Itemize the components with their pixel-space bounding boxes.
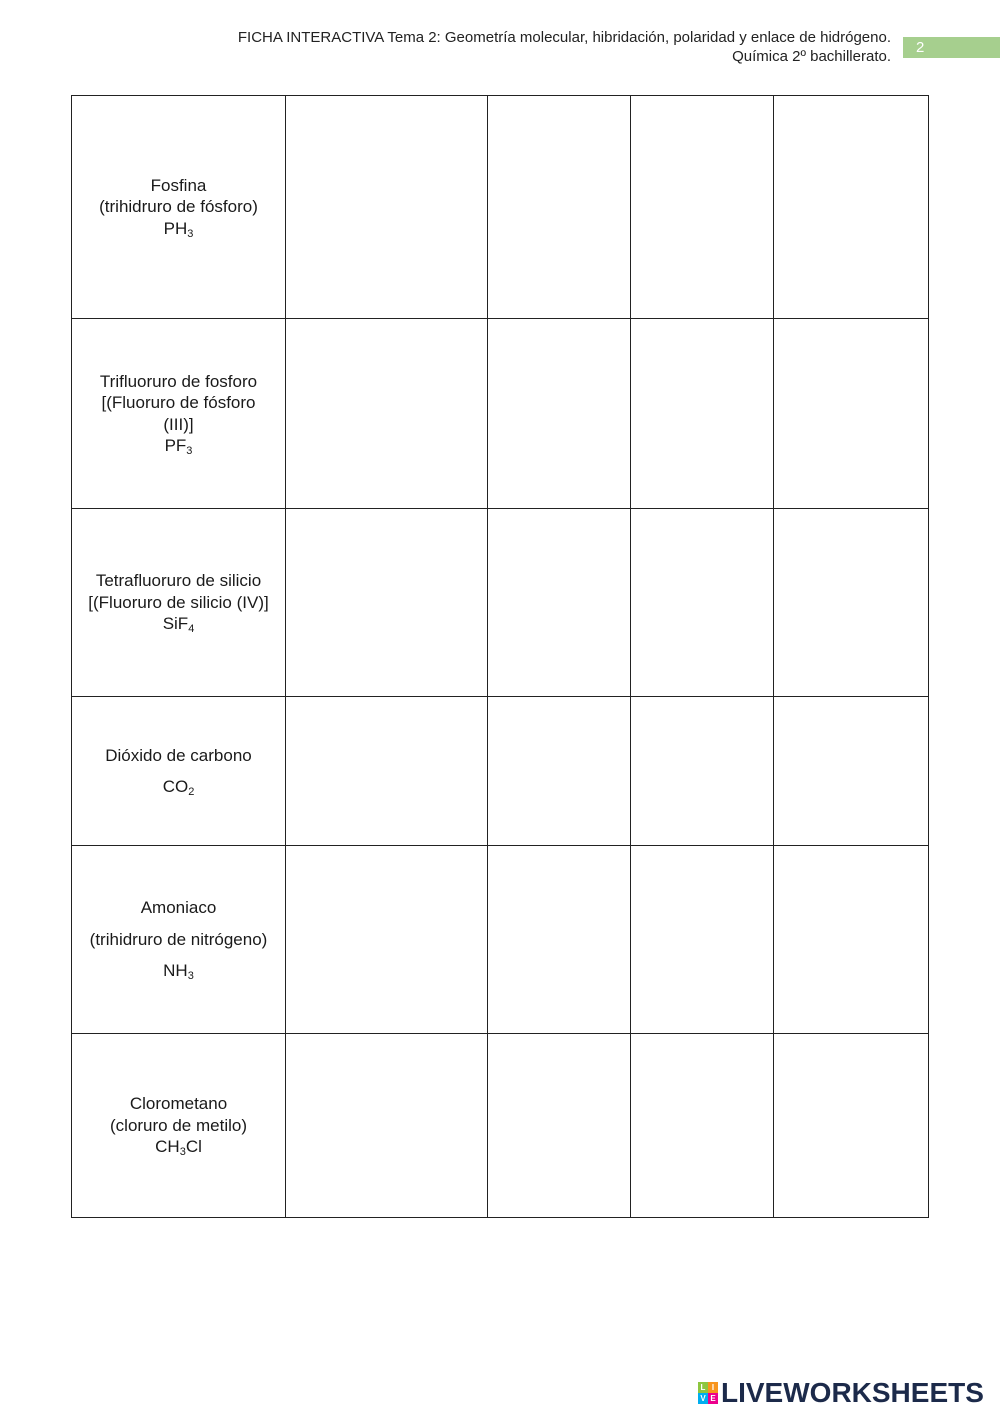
molecule-table [71, 95, 929, 1218]
molecule-formula: $CO_2$ [162, 777, 195, 798]
answer-cell[interactable] [774, 319, 929, 509]
molecule-systematic-name: (trihidruro de nitrógeno) [89, 929, 268, 949]
answer-cell[interactable] [488, 319, 631, 509]
answer-cell[interactable] [286, 319, 488, 509]
molecule-systematic-name: (trihidruro de fósforo) [99, 197, 258, 217]
molecule-formula: SiF$_4$ [162, 614, 195, 636]
molecule-formula: $PF_3$ [164, 436, 193, 457]
answer-cell[interactable] [286, 697, 488, 846]
logo-letter: V [698, 1393, 708, 1404]
table-row [72, 96, 929, 319]
molecule-name-cell [72, 697, 286, 846]
molecule-formula: $NH_3$ [163, 961, 194, 983]
answer-cell[interactable] [631, 1034, 774, 1218]
answer-cell[interactable] [774, 509, 929, 697]
molecule-name-cell [72, 319, 286, 509]
answer-cell[interactable] [631, 96, 774, 319]
molecule-name-cell [72, 509, 286, 697]
molecule-name-cell [72, 96, 286, 319]
answer-cell[interactable] [286, 1034, 488, 1218]
page-number-badge: 2 [903, 37, 1000, 58]
header-title: FICHA INTERACTIVA Tema 2: Geometría molecular, hibridación, polaridad y enlace de hidrógeno. [237, 29, 891, 46]
answer-cell[interactable] [631, 509, 774, 697]
molecule-formula: $PH_3$ [163, 218, 194, 240]
molecule-name-cell [72, 846, 286, 1034]
answer-cell[interactable] [774, 697, 929, 846]
liveworksheets-logo-icon [698, 1382, 718, 1404]
table-row [72, 846, 929, 1034]
page-header [238, 28, 891, 66]
molecule-systematic-name: (III)] [163, 414, 194, 434]
table-row [72, 319, 929, 509]
molecule-name: Tetrafluoruro de silicio [95, 571, 262, 591]
answer-cell[interactable] [286, 509, 488, 697]
molecule-formula: $CH_3Cl$ [155, 1137, 202, 1159]
molecule-systematic-name: [(Fluoruro de fósforo [101, 393, 256, 412]
answer-cell[interactable] [286, 96, 488, 319]
answer-cell[interactable] [631, 846, 774, 1034]
molecule-name: Amoniaco [140, 898, 217, 918]
molecule-name: Fosfina [150, 175, 207, 195]
logo-letter: E [708, 1393, 718, 1404]
answer-cell[interactable] [488, 509, 631, 697]
liveworksheets-logo[interactable] [698, 1378, 984, 1408]
table-row [72, 509, 929, 697]
header-subtitle: Química 2º bachillerato. [732, 48, 891, 65]
answer-cell[interactable] [488, 697, 631, 846]
molecule-systematic-name: (cloruro de metilo) [110, 1115, 247, 1135]
molecule-name: Clorometano [129, 1094, 228, 1114]
logo-letter: L [698, 1382, 708, 1393]
molecule-name-cell [72, 1034, 286, 1218]
logo-letter: I [708, 1382, 718, 1393]
answer-cell[interactable] [488, 846, 631, 1034]
molecule-name: Trifluoruro de fosforo [99, 371, 258, 391]
table-row [72, 697, 929, 846]
brand-name: LIVEWORKSHEETS [721, 1377, 984, 1408]
molecule-name: Dióxido de carbono [105, 745, 252, 765]
answer-cell[interactable] [774, 96, 929, 319]
table-row [72, 1034, 929, 1218]
answer-cell[interactable] [286, 846, 488, 1034]
answer-cell[interactable] [488, 1034, 631, 1218]
molecule-systematic-name: [(Fluoruro de silicio (IV)] [88, 592, 269, 612]
answer-cell[interactable] [631, 697, 774, 846]
answer-cell[interactable] [774, 846, 929, 1034]
answer-cell[interactable] [774, 1034, 929, 1218]
answer-cell[interactable] [488, 96, 631, 319]
answer-cell[interactable] [631, 319, 774, 509]
